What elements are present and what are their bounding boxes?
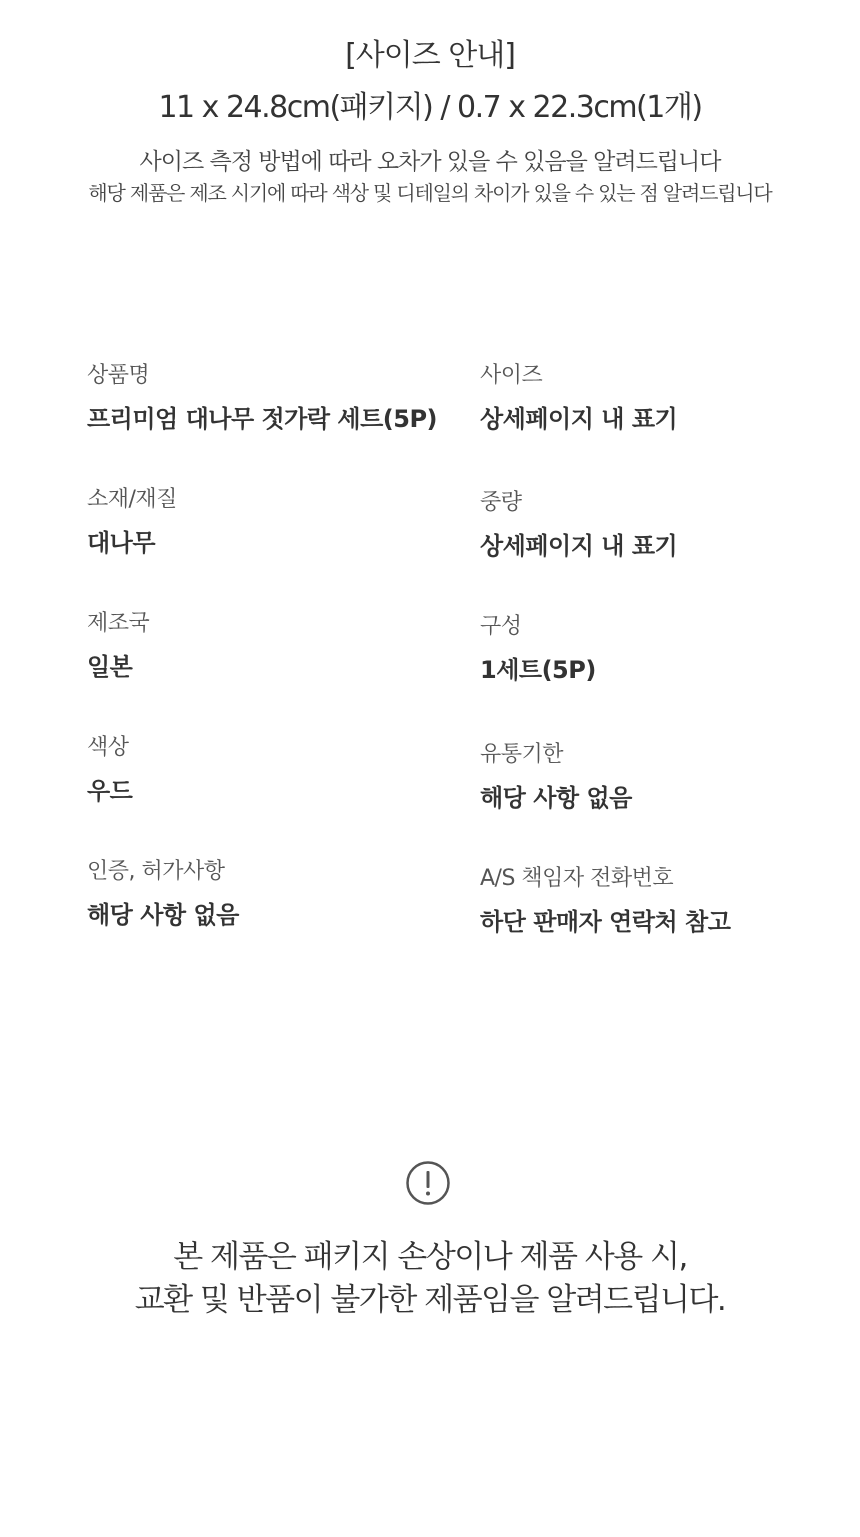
info-label: 인증, 허가사항 xyxy=(87,859,225,884)
info-value: 상세페이지 내 표기 xyxy=(480,532,678,560)
notice-line-2: 교환 및 반품이 불가한 제품임을 알려드립니다. xyxy=(134,1282,726,1318)
info-label: 상품명 xyxy=(87,363,150,388)
info-label: A/S 책임자 전화번호 xyxy=(480,866,674,891)
info-value: 상세페이지 내 표기 xyxy=(480,405,678,433)
notice-line-1: 본 제품은 패키지 손상이나 제품 사용 시, xyxy=(173,1239,687,1275)
info-item-material xyxy=(87,486,467,558)
info-item-product-name xyxy=(87,362,467,434)
info-label: 중량 xyxy=(480,490,522,515)
size-guide-title: [사이즈 안내] xyxy=(345,38,515,73)
info-item-certification xyxy=(87,858,467,930)
size-dimensions: 11 x 24.8cm(패키지) / 0.7 x 22.3cm(1개) xyxy=(158,90,702,125)
info-item-size xyxy=(480,362,860,434)
info-value: 해당 사항 없음 xyxy=(480,784,632,812)
exclamation-circle-icon xyxy=(406,1161,450,1205)
info-label: 제조국 xyxy=(87,611,150,636)
info-item-composition xyxy=(480,613,860,685)
info-label: 유통기한 xyxy=(480,742,564,767)
info-label: 색상 xyxy=(87,735,129,760)
manufacture-variation-note: 해당 제품은 제조 시기에 따라 색상 및 디테일의 차이가 있을 수 있는 점 알려드립니다 xyxy=(88,181,772,205)
info-item-expiry xyxy=(480,741,860,813)
notice-message xyxy=(0,1236,860,1322)
info-value: 1세트(5P) xyxy=(480,656,596,684)
info-label: 구성 xyxy=(480,614,522,639)
info-value: 우드 xyxy=(87,777,133,805)
info-value: 해당 사항 없음 xyxy=(87,901,239,929)
info-label: 사이즈 xyxy=(480,363,543,388)
info-value: 대나무 xyxy=(87,529,156,557)
info-value: 하단 판매자 연락처 참고 xyxy=(480,908,731,936)
info-value: 프리미엄 대나무 젓가락 세트(5P) xyxy=(87,405,438,433)
info-label: 소재/재질 xyxy=(87,487,177,512)
info-item-country-of-origin xyxy=(87,610,467,682)
info-item-as-contact xyxy=(480,865,860,937)
info-value: 일본 xyxy=(87,653,133,681)
size-measure-note: 사이즈 측정 방법에 따라 오차가 있을 수 있음을 알려드립니다 xyxy=(139,149,721,175)
info-item-weight xyxy=(480,489,860,561)
info-item-color xyxy=(87,734,467,806)
